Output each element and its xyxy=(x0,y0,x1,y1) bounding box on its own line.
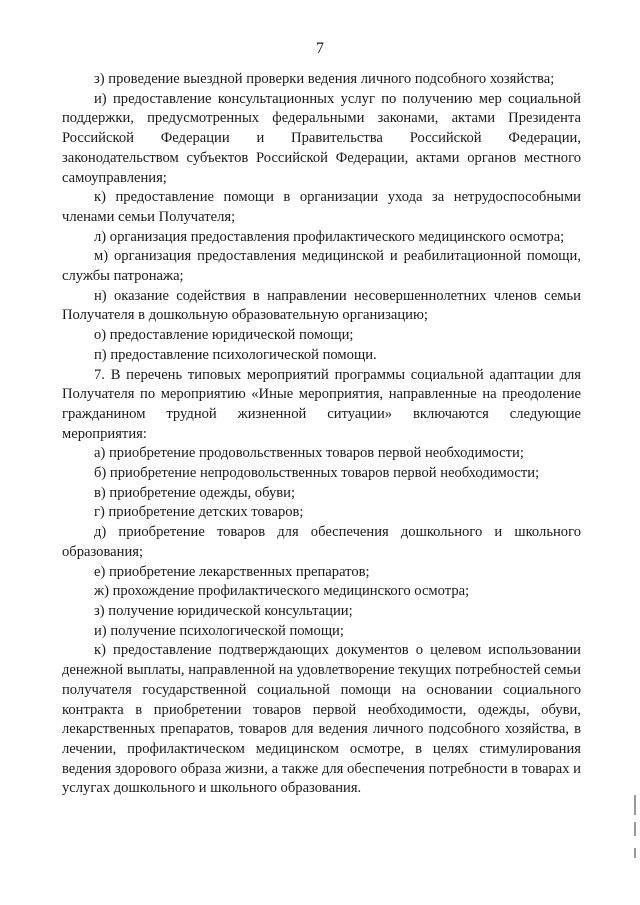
list-item: з) получение юридической консультации; xyxy=(94,602,353,619)
list-item: ж) прохождение профилактического медицинского осмотра; xyxy=(94,583,470,600)
list-item: к) предоставление помощи в организации ухода за нетрудоспособными членами семьи Получателя; xyxy=(62,189,581,225)
list-item: м) организация предоставления медицинской и реабилитационной помощи, службы патронажа; xyxy=(62,248,581,285)
list-item: п) предоставление психологической помощи. xyxy=(94,346,377,363)
list-item: и) получение психологической помощи; xyxy=(94,622,344,639)
list-item: б) приобретение непродовольственных товаров первой необходимости; xyxy=(94,465,540,482)
document-body xyxy=(62,70,581,799)
list-item: д) приобретение товаров для обеспечения дошкольного и школьного образования; xyxy=(62,524,581,560)
section-paragraph: 7. В перечень типовых мероприятий программы социальной адаптации для Получателя по мероприятию «Иные мероприятия, направленные на преодоление гражданином трудной жизненной ситуации» включаются следующие мероприятия: xyxy=(62,366,581,442)
list-item: н) оказание содействия в направлении несовершеннолетних членов семьи Получателя в дошкольную образовательную организацию; xyxy=(62,287,581,324)
scan-edge-mark xyxy=(634,795,636,815)
scan-edge-mark xyxy=(634,848,636,858)
list-item: а) приобретение продовольственных товаров первой необходимости; xyxy=(94,445,524,462)
list-item: з) проведение выездной проверки ведения личного подсобного хозяйства; xyxy=(94,71,555,87)
list-item: к) предоставление подтверждающих документов о целевом использовании денежной выплаты, направленной на удовлетворение текущих потребностей семьи получателя государственной социальной помощи на основании социального контракта в приобретении товаров первой необходимости, одежды, обуви, лекарственных препаратов, товаров для ведения личного подсобного хозяйства, в лечении, профилактическом медицинском осмотре, в целях стимулирования ведения здорового образа жизни, а также для обеспечения потребности в товарах и услугах дошкольного и школьного образования. xyxy=(62,642,581,797)
list-item: е) приобретение лекарственных препаратов; xyxy=(94,563,370,580)
list-item: и) предоставление консультационных услуг по получению мер социальной поддержки, предусмотренных федеральными законами, актами Президента Российской Федерации и Правительства Российской Федерации, законодательством субъектов Российской Федерации, актами органов местного самоуправления; xyxy=(62,90,581,186)
list-item: о) предоставление юридической помощи; xyxy=(94,327,354,344)
list-item: л) организация предоставления профилактического медицинского осмотра; xyxy=(94,228,565,245)
page-number: 7 xyxy=(316,40,324,57)
scan-edge-mark xyxy=(634,822,636,836)
list-item: г) приобретение детских товаров; xyxy=(94,504,304,521)
list-item: в) приобретение одежды, обуви; xyxy=(94,484,296,501)
